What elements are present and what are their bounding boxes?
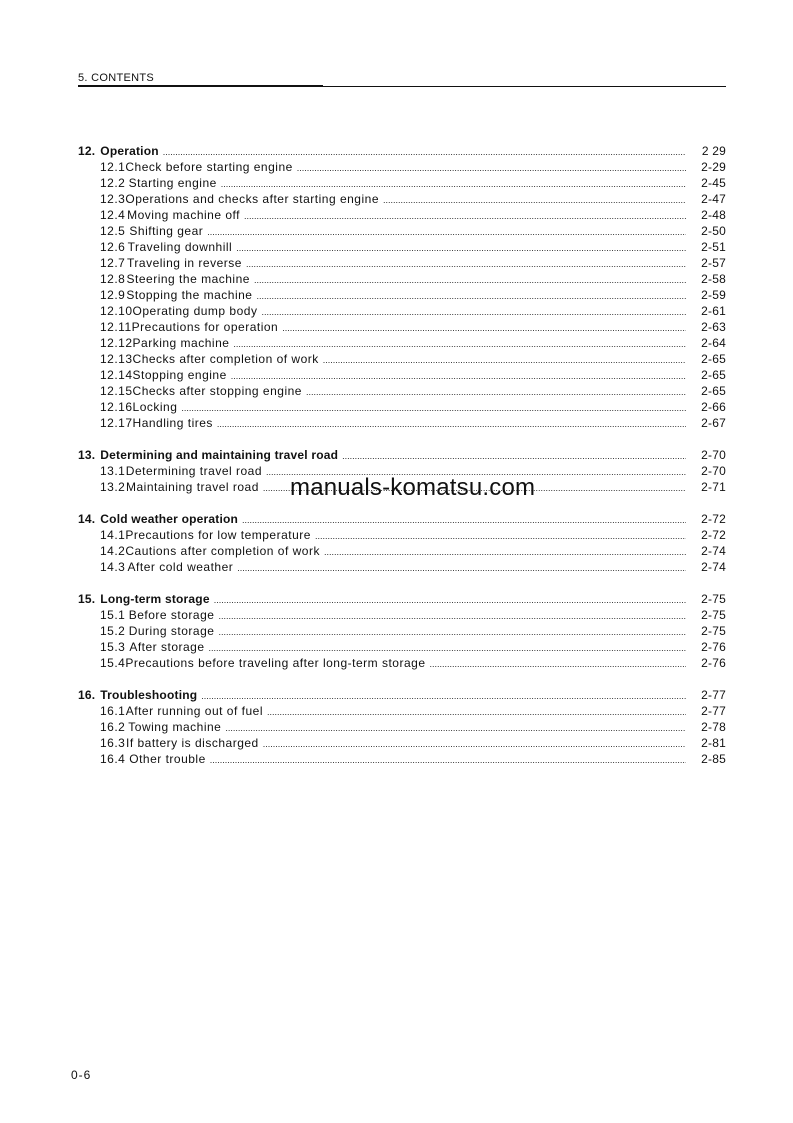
toc-subsection-entry[interactable] [78,271,726,287]
subsection-number: 12.3 [100,192,126,206]
page-header [78,72,726,84]
dot-leader [261,304,686,320]
dot-leader [383,192,686,208]
subsection-title: After cold weather [127,560,234,574]
subsection-title: Locking [132,400,178,414]
subsection-title: Maintaining travel road [125,480,259,494]
dot-leader [323,352,686,368]
subsection-page: 2-47 [701,192,726,206]
dot-leader [430,656,686,672]
toc-subsection-entry[interactable] [78,175,726,191]
dot-leader [306,384,686,400]
subsection-title: Stopping engine [132,368,227,382]
subsection-page: 2-45 [701,176,726,190]
dot-leader [181,400,686,416]
subsection-page: 2-75 [701,624,726,638]
toc-section [78,511,726,575]
dot-leader [256,288,686,304]
page-number: 0-6 [71,1068,92,1082]
chapter-page: 2-70 [701,448,726,462]
toc-subsection-entry[interactable] [78,159,726,175]
toc-subsection-entry[interactable] [78,543,726,559]
toc-chapter-entry[interactable] [78,447,726,463]
toc-subsection-entry[interactable] [78,623,726,639]
header-rule-accent [78,85,323,87]
dot-leader [324,544,686,560]
subsection-title: After running out of fuel [125,704,263,718]
toc-subsection-entry[interactable] [78,735,726,751]
chapter-number: 12. [78,144,96,158]
dot-leader [237,560,686,576]
dot-leader [210,752,686,768]
toc-subsection-entry[interactable] [78,191,726,207]
subsection-number: 12.2 [100,176,126,190]
toc-subsection-entry[interactable] [78,223,726,239]
subsection-number: 15.2 [100,624,126,638]
subsection-page: 2-74 [701,544,726,558]
subsection-title: Steering the machine [126,272,250,286]
dot-leader [263,736,686,752]
subsection-number: 14.3 [100,560,126,574]
subsection-title: Precautions for operation [131,320,279,334]
dot-leader [214,592,686,608]
toc-subsection-entry[interactable] [78,399,726,415]
subsection-number: 12.8 [100,272,126,286]
subsection-title: After storage [129,640,205,654]
subsection-page: 2-70 [701,464,726,478]
toc-subsection-entry[interactable] [78,703,726,719]
toc-subsection-entry[interactable] [78,751,726,767]
subsection-page: 2-61 [701,304,726,318]
chapter-title: Long-term storage [100,592,210,606]
chapter-number: 14. [78,512,96,526]
subsection-number: 16.3 [100,736,126,750]
toc-subsection-entry[interactable] [78,367,726,383]
dot-leader [217,416,686,432]
toc-subsection-entry[interactable] [78,383,726,399]
subsection-title: Check before starting engine [125,160,293,174]
subsection-number: 12.7 [100,256,126,270]
chapter-page: 2-75 [701,592,726,606]
dot-leader [221,176,686,192]
subsection-number: 15.4 [100,656,126,670]
toc-chapter-entry[interactable] [78,591,726,607]
toc-subsection-entry[interactable] [78,287,726,303]
toc-subsection-entry[interactable] [78,559,726,575]
dot-leader [246,256,686,272]
dot-leader [231,368,686,384]
subsection-title: Traveling downhill [127,240,233,254]
subsection-title: Checks after stopping engine [132,384,302,398]
toc-section [78,591,726,671]
toc-subsection-entry[interactable] [78,607,726,623]
dot-leader [282,320,686,336]
dot-leader [254,272,686,288]
chapter-number: 15. [78,592,96,606]
subsection-number: 16.2 [100,720,126,734]
toc-subsection-entry[interactable] [78,527,726,543]
dot-leader [297,160,686,176]
chapter-title: Cold weather operation [100,512,239,526]
subsection-number: 12.14 [100,368,133,382]
page-header-title: 5. CONTENTS [78,72,155,84]
subsection-title: Precautions for low temperature [125,528,311,542]
toc-subsection-entry[interactable] [78,335,726,351]
dot-leader [163,144,686,160]
toc-subsection-entry[interactable] [78,639,726,655]
subsection-page: 2-66 [701,400,726,414]
dot-leader [233,336,686,352]
subsection-page: 2-71 [701,480,726,494]
subsection-title: Handling tires [132,416,213,430]
toc-subsection-entry[interactable] [78,655,726,671]
toc-section [78,687,726,767]
subsection-number: 16.1 [100,704,126,718]
subsection-title: Other trouble [129,752,206,766]
subsection-page: 2-65 [701,384,726,398]
toc-subsection-entry[interactable] [78,319,726,335]
chapter-page: 2 29 [701,144,726,158]
toc-chapter-entry[interactable] [78,511,726,527]
subsection-page: 2-72 [701,528,726,542]
dot-leader [218,608,686,624]
subsection-title: Stopping the machine [126,288,253,302]
subsection-title: During storage [128,624,215,638]
chapter-title: Operation [100,144,159,158]
subsection-page: 2-77 [701,704,726,718]
subsection-number: 12.11 [100,320,132,334]
subsection-title: Operations and checks after starting engine [125,192,379,206]
subsection-title: Parking machine [132,336,230,350]
subsection-title: If battery is discharged [125,736,259,750]
toc-subsection-entry[interactable] [78,207,726,223]
subsection-page: 2-74 [701,560,726,574]
subsection-title: Traveling in reverse [127,256,242,270]
chapter-title: Determining and maintaining travel road [100,448,339,462]
toc-subsection-entry[interactable] [78,719,726,735]
subsection-number: 14.1 [100,528,126,542]
subsection-page: 2-58 [701,272,726,286]
subsection-page: 2-29 [701,160,726,174]
subsection-page: 2-51 [701,240,726,254]
subsection-number: 12.6 [100,240,126,254]
subsection-page: 2-63 [701,320,726,334]
subsection-number: 12.5 [100,224,126,238]
toc-subsection-entry[interactable] [78,415,726,431]
toc-subsection-entry[interactable] [78,239,726,255]
dot-leader [342,448,686,464]
dot-leader [218,624,686,640]
subsection-number: 12.12 [100,336,133,350]
subsection-page: 2-59 [701,288,726,302]
subsection-title: Before storage [128,608,215,622]
subsection-page: 2-48 [701,208,726,222]
subsection-page: 2-50 [701,224,726,238]
subsection-number: 13.2 [100,480,126,494]
subsection-page: 2-65 [701,352,726,366]
toc-subsection-entry[interactable] [78,255,726,271]
subsection-number: 12.13 [100,352,133,366]
subsection-number: 16.4 [100,752,126,766]
subsection-title: Shifting gear [129,224,204,238]
subsection-title: Operating dump body [132,304,258,318]
table-of-contents [78,143,726,783]
subsection-page: 2-76 [701,640,726,654]
subsection-page: 2-64 [701,336,726,350]
toc-subsection-entry[interactable] [78,351,726,367]
subsection-page: 2-78 [701,720,726,734]
subsection-page: 2-85 [701,752,726,766]
chapter-number: 13. [78,448,96,462]
subsection-page: 2-81 [701,736,726,750]
subsection-number: 12.1 [100,160,126,174]
subsection-number: 12.10 [100,304,133,318]
subsection-title: Precautions before traveling after long-term storage [125,656,426,670]
subsection-page: 2-67 [701,416,726,430]
chapter-page: 2-72 [701,512,726,526]
subsection-title: Moving machine off [127,208,240,222]
subsection-number: 12.9 [100,288,126,302]
chapter-number: 16. [78,688,96,702]
dot-leader [201,688,686,704]
dot-leader [242,512,686,528]
subsection-title: Towing machine [128,720,222,734]
subsection-page: 2-75 [701,608,726,622]
subsection-title: Determining travel road [125,464,263,478]
subsection-number: 12.4 [100,208,126,222]
subsection-number: 15.1 [100,608,126,622]
chapter-page: 2-77 [701,688,726,702]
toc-section [78,143,726,431]
subsection-page: 2-76 [701,656,726,670]
toc-chapter-entry[interactable] [78,687,726,703]
subsection-number: 12.15 [100,384,133,398]
subsection-number: 14.2 [100,544,126,558]
watermark: manuals-komatsu.com [290,474,536,501]
subsection-number: 13.1 [100,464,126,478]
subsection-number: 15.3 [100,640,126,654]
toc-chapter-entry[interactable] [78,143,726,159]
dot-leader [225,720,686,736]
dot-leader [244,208,686,224]
subsection-number: 12.17 [100,416,133,430]
dot-leader [207,224,686,240]
dot-leader [267,704,686,720]
subsection-title: Checks after completion of work [132,352,319,366]
dot-leader [209,640,686,656]
dot-leader [315,528,686,544]
subsection-title: Starting engine [128,176,217,190]
chapter-title: Troubleshooting [100,688,198,702]
subsection-number: 12.16 [100,400,133,414]
toc-subsection-entry[interactable] [78,303,726,319]
dot-leader [236,240,686,256]
subsection-page: 2-65 [701,368,726,382]
subsection-title: Cautions after completion of work [125,544,320,558]
subsection-page: 2-57 [701,256,726,270]
